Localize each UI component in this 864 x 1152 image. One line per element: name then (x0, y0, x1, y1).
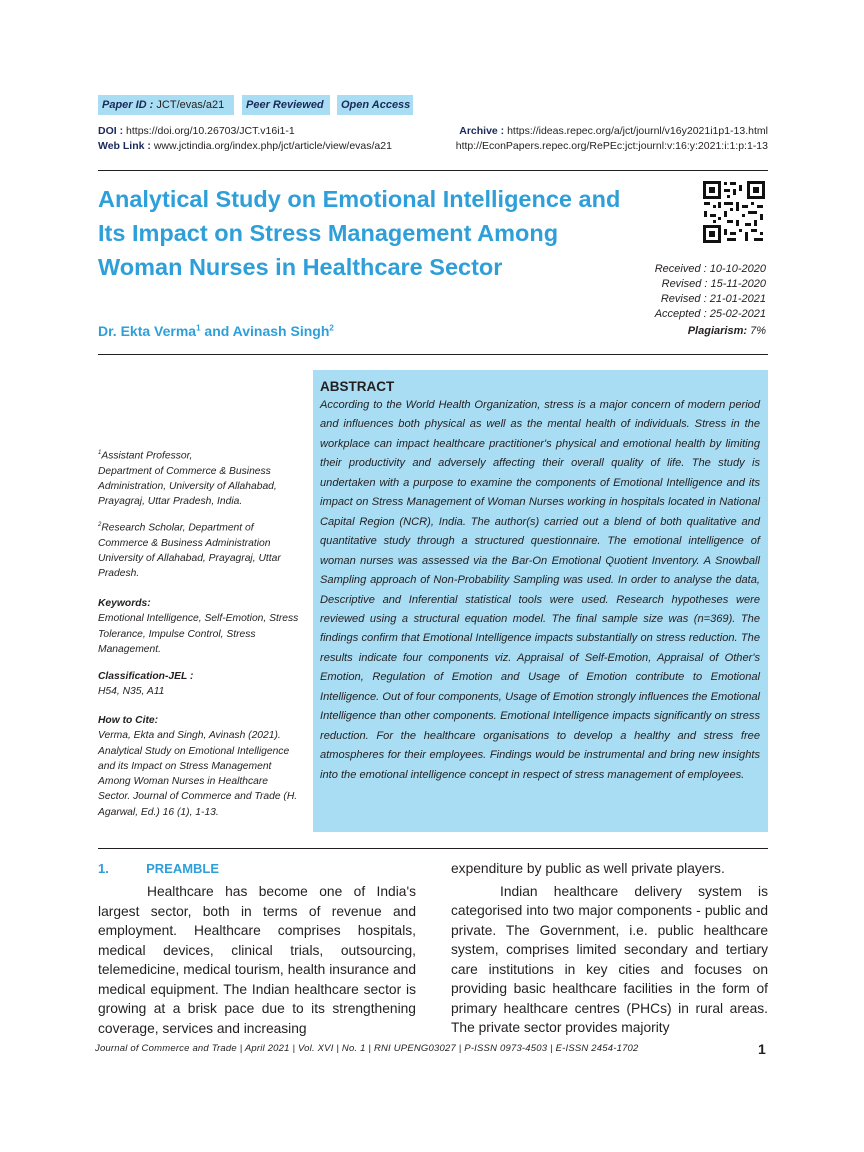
paper-id-value: JCT/evas/a21 (156, 99, 225, 111)
open-access-label: Open Access (341, 99, 411, 111)
peer-reviewed-label: Peer Reviewed (246, 99, 324, 111)
archive-line (459, 124, 768, 139)
plagiarism-value: 7% (750, 325, 766, 337)
keywords-label: Keywords: (98, 598, 151, 609)
abstract-heading: ABSTRACT (320, 379, 395, 394)
left-paragraph: Healthcare has become one of India's largest sector, both in terms of revenue and employment. Healthcare comprises hospitals, medical devices, clinical trials, outsourcing, telemedicine, medical tourism, health insurance and medical equipment. The Indian healthcare sector is growing at a brisk pace due to its strengthening coverage, services and increasing (98, 884, 416, 1036)
section-heading (98, 861, 219, 876)
paper-title (98, 182, 638, 284)
title-line-1: Analytical Study on Emotional Intelligence and (98, 186, 621, 212)
weblink-line (98, 139, 392, 154)
submission-dates (655, 262, 766, 322)
header-divider (98, 170, 768, 171)
peer-reviewed-tag (242, 95, 330, 115)
archive-link[interactable]: https://ideas.repec.org/a/jct/journl/v16y2021i1p1-13.html (507, 125, 768, 137)
section-title: PREAMBLE (146, 861, 220, 876)
weblink-link[interactable]: www.jctindia.org/index.php/jct/article/view/evas/a21 (153, 140, 392, 152)
title-line-3: Woman Nurses in Healthcare Sector (98, 254, 503, 280)
open-access-tag (337, 95, 413, 115)
cite-text: Verma, Ekta and Singh, Avinash (2021). Analytical Study on Emotional Intelligence and its Impact on Stress Management Among Woman Nurses in Healthcare Sector. Journal of Commerce and Trade (H. Agarwal, Ed.) 16 (1), 1-13. (98, 730, 298, 818)
page-number: 1 (758, 1041, 766, 1057)
journal-footer: Journal of Commerce and Trade | April 2021 | Vol. XVI | No. 1 | RNI UPENG03027 | P-ISSN 0973-4503 | E-ISSN 2454-1702 (95, 1043, 639, 1054)
jel-block (98, 669, 303, 700)
author-2: and Avinash Singh (200, 323, 330, 339)
keywords-text: Emotional Intelligence, Self-Emotion, Stress Tolerance, Impulse Control, Stress Management. (98, 613, 299, 655)
right-paragraph-1: expenditure by public as well private players. (451, 861, 725, 876)
doi-label: DOI : (98, 125, 124, 137)
archive-label: Archive : (459, 125, 505, 137)
econpapers-link[interactable]: http://EconPapers.repec.org/RePEc:jct:journl:v:16:y:2021:i:1:p:1-13 (455, 140, 768, 152)
affiliation-1 (98, 446, 303, 510)
jel-label: Classification-JEL : (98, 671, 194, 682)
date-revised-1: Revised : 15-11-2020 (661, 278, 766, 290)
authors-divider (98, 354, 768, 355)
section-number: 1. (98, 861, 109, 876)
affiliation-2 (98, 518, 303, 582)
keywords-block (98, 596, 303, 657)
archive-line-2 (456, 139, 768, 154)
affil-2-sup: 2 (98, 522, 102, 528)
plagiarism (688, 325, 766, 337)
date-revised-2: Revised : 21-01-2021 (660, 293, 766, 305)
abstract-box (313, 370, 768, 832)
left-column (98, 882, 416, 1038)
weblink-label: Web Link : (98, 140, 151, 152)
cite-label: How to Cite: (98, 715, 159, 726)
right-column (451, 859, 768, 1038)
authors (98, 323, 334, 339)
doi-link[interactable]: https://doi.org/10.26703/JCT.v16i1-1 (126, 125, 295, 137)
affil-1-text: Assistant Professor, Department of Commerce & Business Administration, University of Allahabad, Prayagraj, Uttar Pradesh, India. (98, 450, 277, 508)
affil-2-text: Research Scholar, Department of Commerce & Business Administration University of Allahabad, Prayagraj, Uttar Pradesh. (98, 522, 281, 580)
doi-line (98, 124, 295, 139)
author-1: Dr. Ekta Verma (98, 323, 197, 339)
date-received: Received : 10-10-2020 (654, 263, 766, 275)
paper-id-tag (98, 95, 234, 115)
date-accepted: Accepted : 25-02-2021 (654, 308, 766, 320)
plagiarism-label: Plagiarism: (687, 325, 748, 337)
qr-code-icon (702, 180, 766, 244)
jel-text: H54, N35, A11 (98, 686, 165, 698)
right-paragraph-2: Indian healthcare delivery system is categorised into two major components - public and private. The Government, i.e. public healthcare system, comprises limited secondary and tertiary care institutions in key cities and focuses on providing basic healthcare facilities in the form of primary healthcare centres (PHCs) in rural areas. The private sector provides majority (451, 883, 768, 1035)
abstract-text: According to the World Health Organization, stress is a major concern of modern period and influences both physical as well as the mental health of individuals. Stress in the workplace can impact healthcare practitioner's physical and emotional health by limiting their productivity and adversely affecting their overall quality of life. The study is undertaken with a purpose to examine the components of Emotional Intelligence and its impact on Stress Management of Woman Nurses working in hospitals located in National Capital Region (NCR), India. The author(s) carried out a blend of both qualitative and quantitative study through a structured questionnaire. The emotional intelligence of woman nurses was assessed via the Bar-On Emotional Quotient Inventory. A Snowball Sampling approach of Non-Probability Sampling was used. In order to analyse the data, Descriptive and Inferential statistical tools were used. Research hypotheses were reviewed using a structural equation model. The final sample size was (n=369). The findings confirm that Emotional Intelligence impacts substantially on stress reduction. The results indicate four components viz. Appraisal of Self-Emotion, Appraisal of Other's Emotion, Regulation of Emotion and Usage of Emotion contribute to Emotional Intelligence. Out of four components, Usage of Emotion strongly influences the Emotional Intelligence than other components. Emotional Intelligence impacts significantly on stress reduction. For the healthcare organisations to develop a healthy and stress free atmospheres for their employees. Findings would be instrumental and bring new insights into the emotional intelligence concept in respect of stress management of employees. (320, 399, 760, 781)
author-2-sup: 2 (329, 323, 334, 333)
body-divider (98, 848, 768, 849)
author-1-sup: 1 (196, 323, 201, 333)
how-to-cite-block (98, 713, 303, 820)
title-line-2: Its Impact on Stress Management Among (98, 220, 559, 246)
paper-id-label: Paper ID : (102, 99, 154, 111)
affil-1-sup: 1 (98, 450, 102, 456)
